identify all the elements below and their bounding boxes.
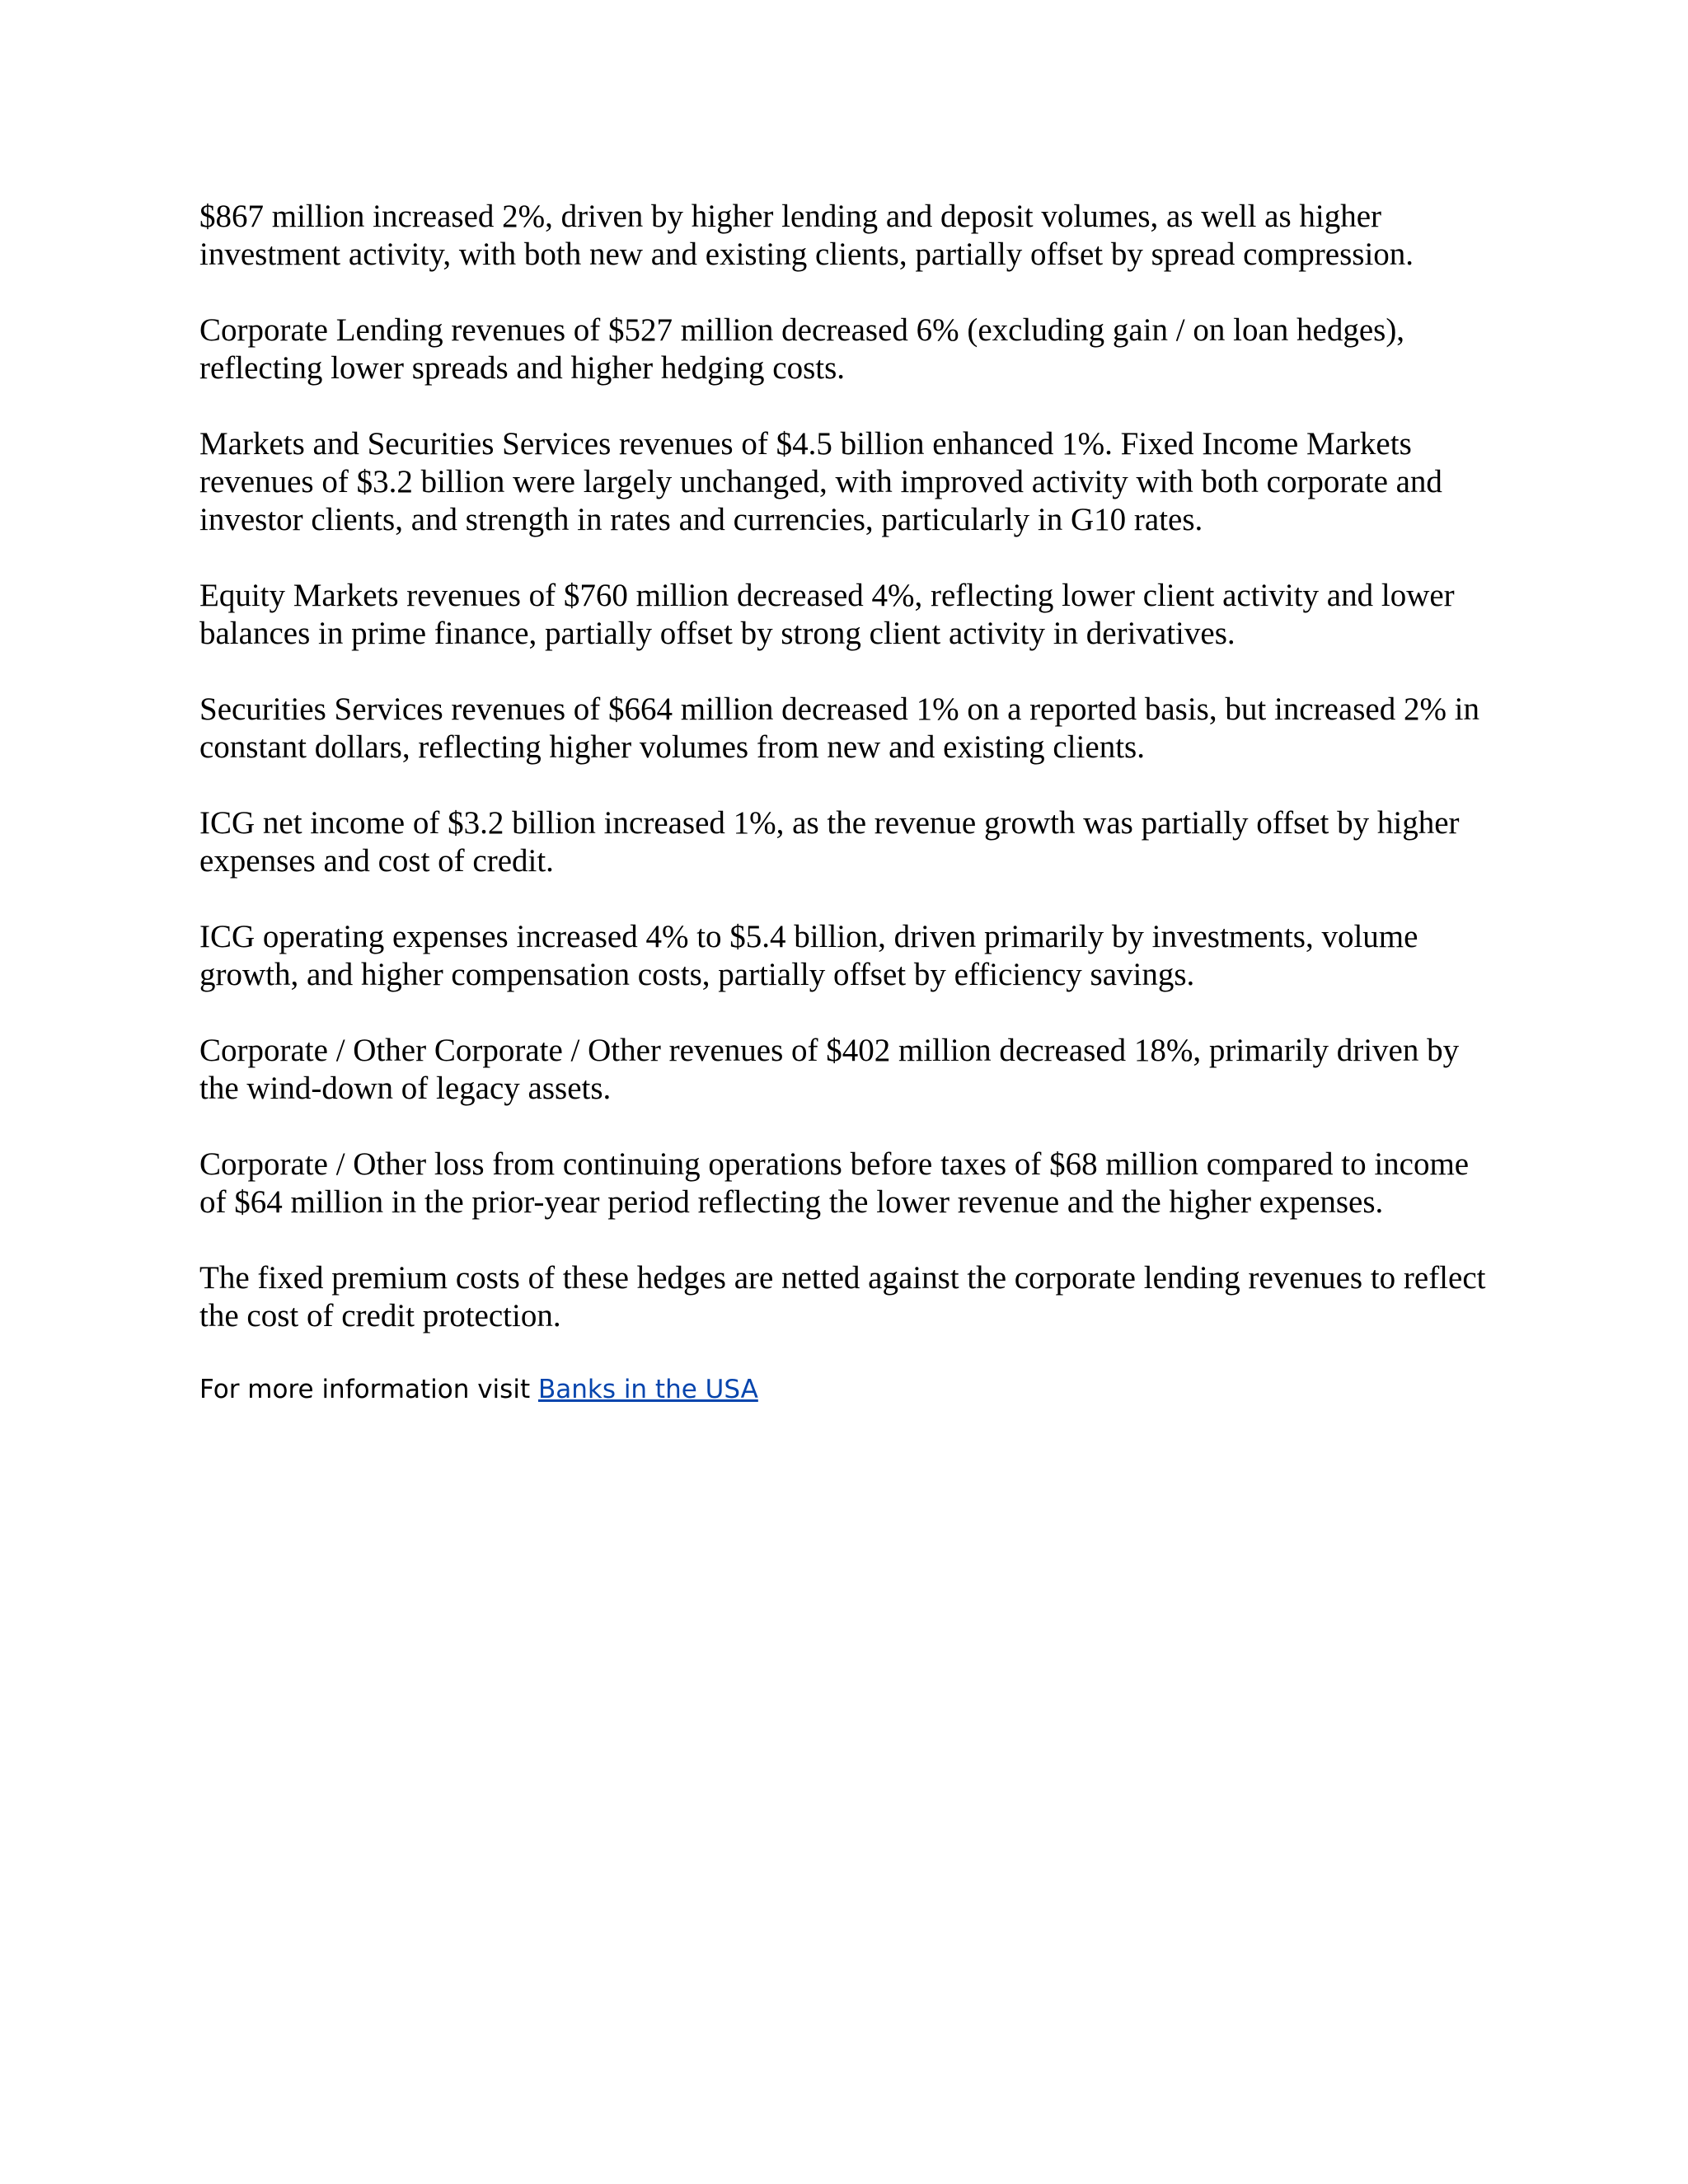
- document-body: [199, 198, 1502, 1406]
- paragraph-corporate-other-loss: Corporate / Other loss from continuing operations before taxes of $68 million compared to income of $64 million in the prior-year period reflecting the lower revenue and the higher expenses.: [199, 1146, 1470, 1220]
- paragraph-securities-services: Securities Services revenues of $664 million decreased 1% on a reported basis, but increased 2% in constant dollars, reflecting higher volumes from new and existing clients.: [199, 691, 1480, 765]
- paragraph-corporate-other-revenues: Corporate / Other Corporate / Other revenues of $402 million decreased 18%, primarily driven by the wind-down of legacy assets.: [199, 1033, 1460, 1106]
- banks-in-the-usa-link[interactable]: Banks in the USA: [537, 1375, 758, 1404]
- paragraph-icg-operating-expenses: ICG operating expenses increased 4% to $5.4 billion, driven primarily by investments, volume growth, and higher compensation costs, partially offset by efficiency savings.: [199, 919, 1418, 992]
- paragraph-equity-markets: Equity Markets revenues of $760 million decreased 4%, reflecting lower client activity and lower balances in prime finance, partially offset by strong client activity in derivatives.: [199, 578, 1455, 651]
- more-info-line: [199, 1373, 1502, 1406]
- paragraph-corporate-lending: Corporate Lending revenues of $527 million decreased 6% (excluding gain / on loan hedges), reflecting lower spreads and higher hedging costs.: [199, 312, 1405, 386]
- paragraph-global-banking-revenues: $867 million increased 2%, driven by higher lending and deposit volumes, as well as higher investment activity, with both new and existing clients, partially offset by spread compression.: [199, 199, 1414, 272]
- paragraph-icg-net-income: ICG net income of $3.2 billion increased 1%, as the revenue growth was partially offset by higher expenses and cost of credit.: [199, 805, 1460, 879]
- paragraph-markets-securities-services: Markets and Securities Services revenues of $4.5 billion enhanced 1%. Fixed Income Markets revenues of $3.2 billion were largely unchanged, with improved activity with both corporate and investor clients, and strength in rates and currencies, particularly in G10 rates.: [199, 426, 1442, 537]
- more-info-prefix: For more information visit: [199, 1375, 538, 1404]
- paragraph-fixed-premium-costs: The fixed premium costs of these hedges are netted against the corporate lending revenues to reflect the cost of credit protection.: [199, 1260, 1486, 1333]
